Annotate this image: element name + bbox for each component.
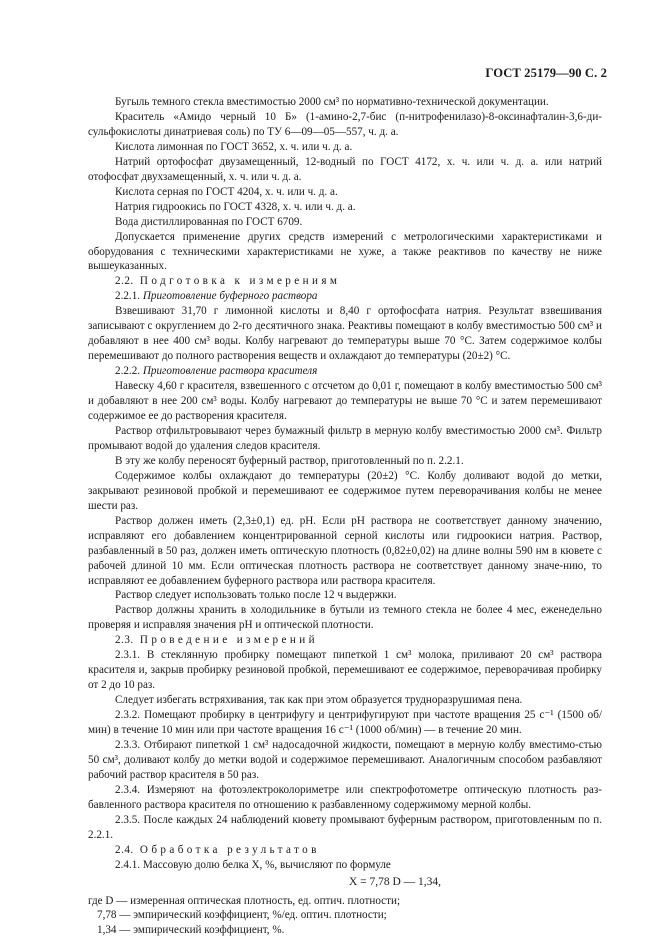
paragraph: Натрий ортофосфат двузамещенный, 12-водный по ГОСТ 4172, х. ч. или ч. д. а. или натрий отофосфат двухзамещенный, х. ч. или ч. д. а. xyxy=(88,155,602,183)
paragraph: В эту же колбу переносят буферный раствор, приготовленный по п. 2.2.1. xyxy=(115,454,464,467)
formula-where: где D — измеренная оптическая плотность, ед. оптич. плотности; xyxy=(88,894,401,907)
page-header: ГОСТ 25179—90 С. 2 xyxy=(485,66,607,80)
formula: X = 7,78 D — 1,34, xyxy=(348,875,442,888)
formula-legend: 1,34 — эмпирический коэффициент, %. xyxy=(97,924,285,937)
section-heading-2-2 xyxy=(88,274,602,289)
paragraph: Взвешивают 31,70 г лимонной кислоты и 8,40 г ортофосфата натрия. Результат взвешивания записывают с округлением до 2-го десятичного знака. Реактивы помещают в колбу вместимостью 500 см³ и добавляют в нее 400 см³ воды. Колбу нагревают до температуры выше 70 °С. Затем содержимое колбы перемешивают до полного растворения веществ и охлаждают до температуры (20±2) °С. xyxy=(88,305,602,363)
paragraph: Раствор должен иметь (2,3±0,1) ед. рН. Если рН раствора не соответствует данному значению, исправляют его добавлением концентрированной серной кислоты или гидроокиси натрия. Раствор, разбавленный в 50 раз, должен иметь оптическую плотность (0,82±0,02) на длине волны 590 нм в кювете с рабочей длиной 10 мм. Если оптическая плотность раствора не соответствует данному значе-нию, то исправляют ее добавлением буферного раствора или раствора красителя. xyxy=(88,514,602,587)
paragraph: Вода дистиллированная по ГОСТ 6709. xyxy=(115,215,303,228)
section-heading-2-3 xyxy=(88,633,602,648)
paragraph: 2.3.2. Помещают пробирку в центрифугу и центрифугируют при частоте вращения 25 с⁻¹ (1500 об/мин) в течение 10 мин или при частоте вращения 16 с⁻¹ (1000 об/мин) — в течение 20 мин. xyxy=(88,709,602,737)
paragraph: Краситель «Амидо черный 10 Б» (1-амино-2,7-бис (п-нитрофенилазо)-8-оксинафталин-3,6-ди-сульфокислоты динатриевая соль) по ТУ 6—09—05—557, ч. д. а. xyxy=(88,110,602,138)
paragraph: 2.3.4. Измеряют на фотоэлектроколориметре или спектрофотометре оптическую плотность раз-бавленного раствора красителя по отношению к разбавленному содержимому мерной колбы. xyxy=(88,783,602,811)
subsection-number: 2.2.2. xyxy=(115,365,141,378)
paragraph: Раствор отфильтровывают через бумажный фильтр в мерную колбу вместимостью 2000 см³. Фильтр промывают водой до удаления следов красителя. xyxy=(88,424,602,452)
paragraph: Следует избегать встряхивания, так как при этом образуется трудноразрушимая пена. xyxy=(115,694,523,707)
paragraph: 2.3.5. После каждых 24 наблюдений кювету промывают буферным раствором, приготовленным по п. 2.2.1. xyxy=(88,813,602,841)
subsection-title: Приготовление буферного раствора xyxy=(142,290,318,303)
subsection-heading-2-2-1 xyxy=(88,289,602,304)
section-heading-2-4 xyxy=(88,843,602,858)
paragraph: Раствор должны хранить в холодильнике в бутыли из темного стекла не более 4 мес, еженедельно проверяя и исправляя значения рН и оптической плотности. xyxy=(88,604,602,632)
paragraph: Кислота лимонная по ГОСТ 3652, х. ч. или ч. д. а. xyxy=(115,140,353,153)
paragraph: 2.4.1. Массовую долю белка X, %, вычисляют по формуле xyxy=(115,858,391,871)
subsection-number: 2.2.1. xyxy=(115,290,141,303)
section-number: 2.4. xyxy=(115,843,134,856)
subsection-title: Приготовление раствора красителя xyxy=(142,365,318,378)
paragraph: 2.3.3. Отбирают пипеткой 1 см³ надосадочной жидкости, помещают в мерную колбу вместимо-стью 50 см³, доливают колбу до метки водой и содержимое перемешивают. Аналогичным способом разбавляют рабочий раствор красителя в 50 раз. xyxy=(88,738,602,781)
section-title: Обработка результатов xyxy=(139,843,320,856)
paragraph: Натрия гидроокись по ГОСТ 4328, х. ч. или ч. д. а. xyxy=(115,200,356,213)
paragraph: Допускается применение других средств измерений с метрологическими характеристиками и оборудования с техническими характеристиками не хуже, а также реактивов по качеству не ниже вышеуказанных. xyxy=(88,230,602,273)
document-body xyxy=(88,95,602,938)
paragraph: Раствор следует использовать только после 12 ч выдержки. xyxy=(115,589,397,602)
section-title: Проведение измерений xyxy=(139,634,318,647)
section-number: 2.2. xyxy=(115,275,134,288)
section-title: Подготовка к измерениям xyxy=(139,275,341,288)
paragraph: 2.3.1. В стеклянную пробирку помещают пипеткой 1 см³ молока, приливают 20 см³ раствора красителя и, закрыв пробирку резиновой пробкой, перемешивают ее содержимое, переворачивая пробирку от 2 до 10 раз. xyxy=(88,649,602,692)
formula-legend: 7,78 — эмпирический коэффициент, %/ед. оптич. плотности; xyxy=(97,909,387,922)
paragraph: Содержимое колбы охлаждают до температуры (20±2) °С. Колбу доливают водой до метки, закрывают резиновой пробкой и перемешивают ее содержимое путем переворачивания колбы не менее шести раз. xyxy=(88,469,602,512)
paragraph: Кислота серная по ГОСТ 4204, х. ч. или ч. д. а. xyxy=(115,185,338,198)
section-number: 2.3. xyxy=(115,634,134,647)
subsection-heading-2-2-2 xyxy=(88,364,602,379)
paragraph: Навеску 4,60 г красителя, взвешенного с отсчетом до 0,01 г, помещают в колбу вместимостью 500 см³ и добавляют в нее 200 см³ воды. Колбу нагревают до температуры не выше 70 °С и затем перемешивают содержимое ее до растворения красителя. xyxy=(88,380,602,423)
paragraph: Бугыль темного стекла вместимостью 2000 см³ по нормативно-технической документации. xyxy=(115,96,549,108)
